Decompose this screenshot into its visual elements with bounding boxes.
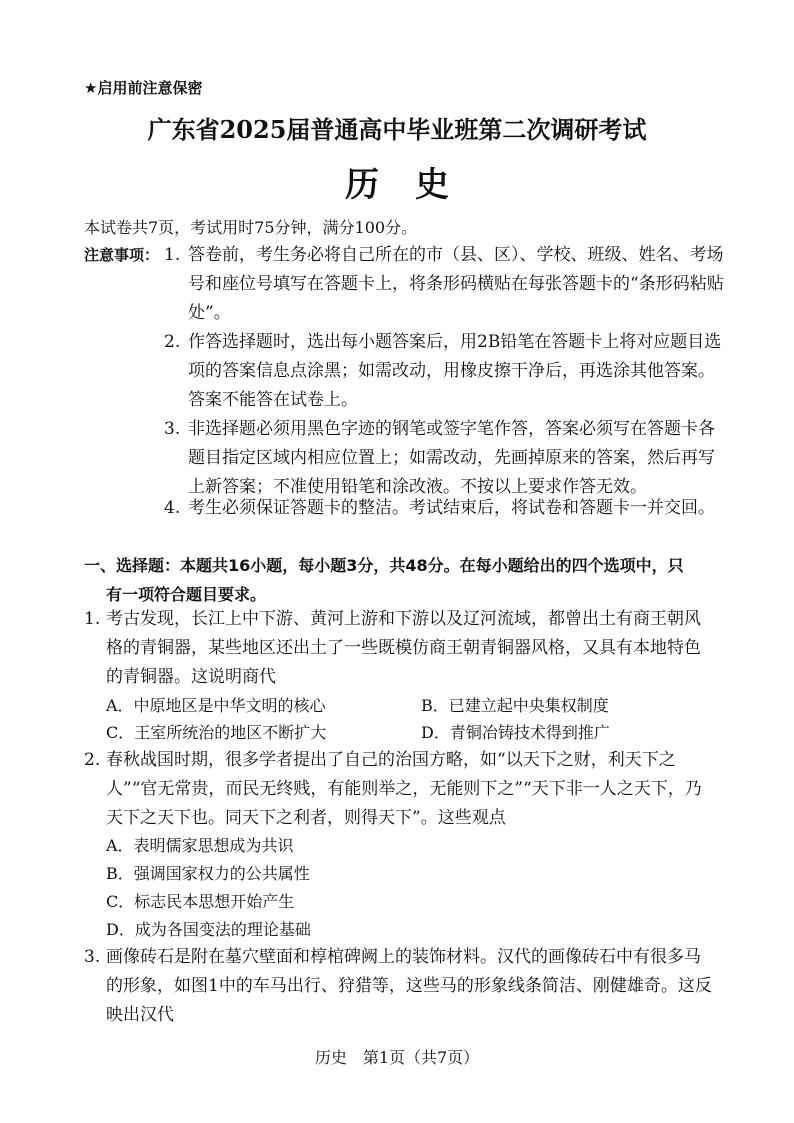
notes-heading: 注意事项： <box>84 246 160 264</box>
note-item <box>164 415 724 502</box>
note-item <box>164 494 724 523</box>
note-item <box>164 241 724 328</box>
question-number: 1. <box>84 609 101 629</box>
note-item <box>164 328 724 415</box>
question-2-option-d: D．成为各国变法的理论基础 <box>106 920 311 939</box>
question-3 <box>84 943 716 1030</box>
question-stem: 考古发现，长江上中下游、黄河上游和下游以及辽河流域，都曾出土有商王朝风格的青铜器，某些地区还出土了一些既模仿商王朝青铜器风格，又具有本地特色的青铜器。这说明商代 <box>106 609 701 687</box>
question-1 <box>84 605 716 692</box>
question-1-option-d: D．青铜冶铸技术得到推广 <box>421 723 610 742</box>
page-footer: 历史 第1页（共7页） <box>314 1048 480 1067</box>
section-heading-line: 一、选择题：本题共16小题，每小题3分，共48分。在每小题给出的四个选项中，只 <box>84 556 684 575</box>
question-2-option-a: A．表明儒家思想成为共识 <box>106 836 294 855</box>
question-number: 2. <box>84 750 101 770</box>
question-1-option-a: A．中原地区是中华文明的核心 <box>106 696 326 715</box>
question-2-option-b: B．强调国家权力的公共属性 <box>106 864 310 883</box>
exam-intro: 本试卷共7页，考试用时75分钟，满分100分。 <box>84 218 418 237</box>
question-1-option-c: C．王室所统治的地区不断扩大 <box>106 723 327 742</box>
exam-title: 广东省2025届普通高中毕业班第二次调研考试 <box>147 115 647 144</box>
question-number: 3. <box>84 947 101 967</box>
note-number: 4. <box>164 498 181 518</box>
question-2-option-c: C．标志民本思想开始产生 <box>106 892 295 911</box>
section-heading-line: 有一项符合题目要求。 <box>106 585 267 604</box>
question-stem: 画像砖石是附在墓穴壁面和椁棺碑阙上的装饰材料。汉代的画像砖石中有很多马的形象，如图1中的车马出行、狩猎等，这些马的形象线条简洁、刚健雄奇。这反映出汉代 <box>106 947 712 1025</box>
note-text: 考生必须保证答题卡的整洁。考试结束后，将试卷和答题卡一并交回。 <box>188 498 715 518</box>
note-text: 作答选择题时，选出每小题答案后，用2B铅笔在答题卡上将对应题目选项的答案信息点涂黑；如需改动，用橡皮擦干净后，再选涂其他答案。答案不能答在试卷上。 <box>188 332 722 410</box>
note-text: 非选择题必须用黑色字迹的钢笔或签字笔作答，答案必须写在答题卡各题目指定区域内相应位置上；如需改动，先画掉原来的答案，然后再写上新答案；不准使用铅笔和涂改液。不按以上要求作答无效。 <box>188 419 715 497</box>
note-number: 1. <box>164 245 181 265</box>
subject-title: 历史 <box>345 165 485 205</box>
question-2 <box>84 746 716 833</box>
confidential-notice: ★启用前注意保密 <box>84 79 203 97</box>
note-number: 2. <box>164 332 181 352</box>
section-heading <box>84 551 716 609</box>
note-number: 3. <box>164 419 181 439</box>
note-text: 答卷前，考生务必将自己所在的市（县、区）、学校、班级、姓名、考场号和座位号填写在答题卡上，将条形码横贴在每张答题卡的“条形码粘贴处”。 <box>188 245 724 323</box>
question-stem: 春秋战国时期，很多学者提出了自己的治国方略，如“以天下之财，利天下之人”“官无常贵，而民无终贱，有能则举之，无能则下之”“天下非一人之天下，乃天下之天下也。同天下之利者，则得天下”。这些观点 <box>106 750 702 828</box>
question-1-option-b: B．已建立起中央集权制度 <box>421 696 609 715</box>
